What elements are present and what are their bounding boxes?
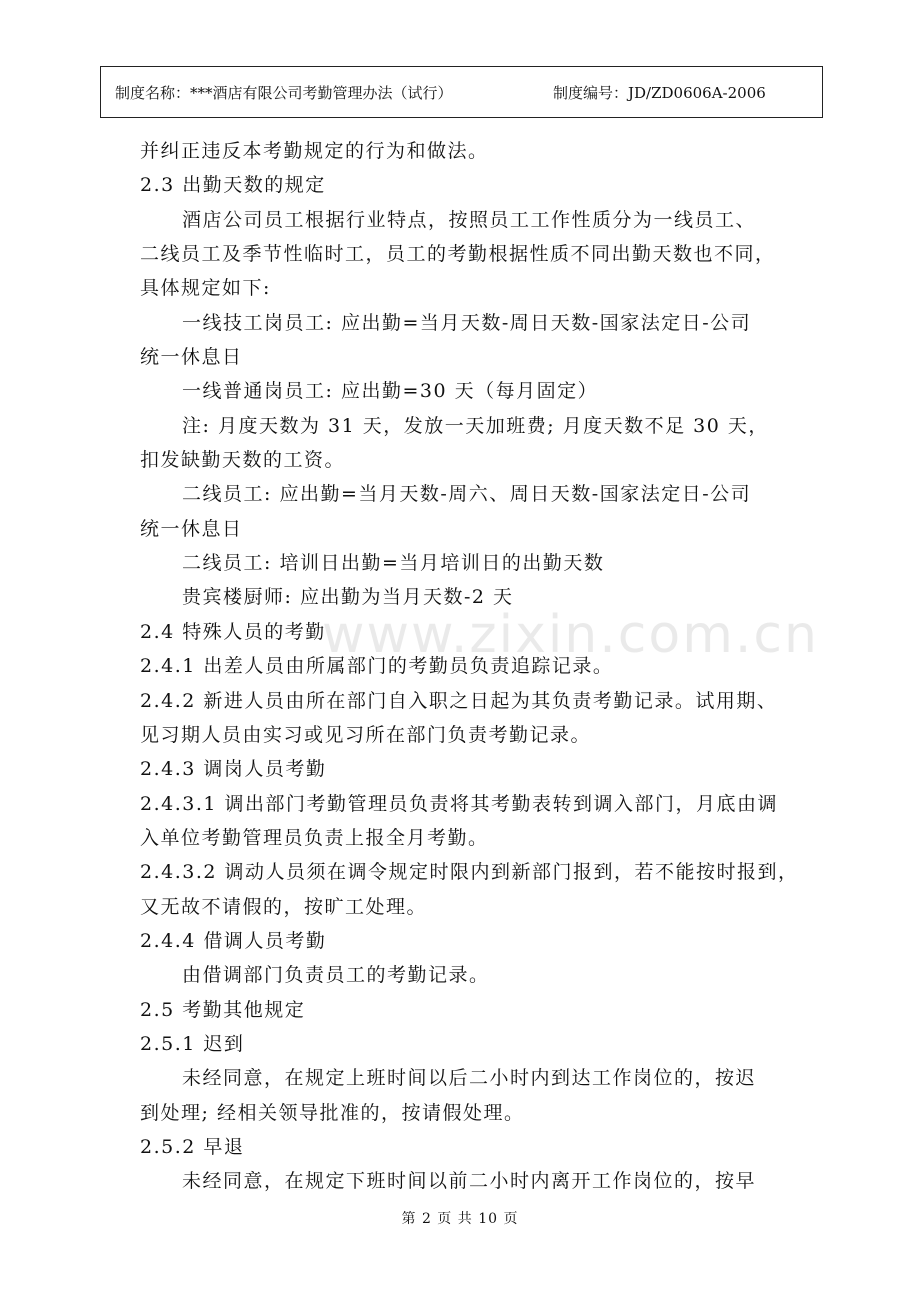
text-line: 2.3 出勤天数的规定 [140, 174, 326, 197]
text-line: 又无故不请假的，按旷工处理。 [140, 895, 428, 918]
text-line: 贵宾楼厨师: 应出勤为当月天数-2 天 [182, 586, 514, 609]
text-line: 入单位考勤管理员负责上报全月考勤。 [140, 826, 489, 849]
page-footer: 第 2 页 共 10 页 [401, 1211, 519, 1227]
text-line: 2.4 特殊人员的考勤 [140, 620, 326, 643]
text-line: 具体规定如下: [140, 277, 271, 300]
text-line: 二线员工: 应出勤=当月天数-周六、周日天数-国家法定日-公司 [182, 483, 752, 506]
text-line: 酒店公司员工根据行业特点，按照员工工作性质分为一线员工、 [182, 208, 757, 231]
text-line: 由借调部门负责员工的考勤记录。 [182, 964, 490, 987]
text-line: 2.4.1 出差人员由所属部门的考勤员负责追踪记录。 [140, 655, 614, 678]
document-body [140, 134, 810, 1199]
watermark: www.zixin.com.cn [322, 605, 819, 665]
text-line: 扣发缺勤天数的工资。 [140, 449, 346, 472]
text-line: 2.4.3.1 调出部门考勤管理员负责将其考勤表转到调入部门，月底由调 [140, 792, 779, 815]
text-line: 注: 月度天数为 31 天，发放一天加班费; 月度天数不足 30 天， [182, 414, 769, 437]
text-line: 未经同意，在规定上班时间以后二小时内到达工作岗位的，按迟 [182, 1067, 757, 1090]
text-line: 二线员工及季节性临时工，员工的考勤根据性质不同出勤天数也不同， [140, 243, 776, 266]
text-line: 未经同意，在规定下班时间以前二小时内离开工作岗位的，按早 [182, 1170, 757, 1193]
text-line: 二线员工: 培训日出勤=当月培训日的出勤天数 [182, 552, 605, 575]
text-line: 2.5.1 迟到 [140, 1032, 245, 1055]
text-line: 2.4.4 借调人员考勤 [140, 929, 327, 952]
text-line: 统一休息日 [140, 517, 243, 540]
text-line: 2.4.3.2 调动人员须在调令规定时限内到新部门报到，若不能按时报到， [140, 861, 799, 884]
text-line: 2.4.2 新进人员由所在部门自入职之日起为其负责考勤记录。试用期、 [140, 689, 778, 712]
text-line: 一线技工岗员工: 应出勤=当月天数-周日天数-国家法定日-公司 [182, 311, 752, 334]
document-header [100, 66, 823, 118]
text-line: 2.5 考勤其他规定 [140, 998, 306, 1021]
text-line: 并纠正违反本考勤规定的行为和做法。 [140, 140, 489, 162]
regulation-code: 制度编号：JD/ZD0606A-2006 [553, 84, 766, 102]
text-line: 2.5.2 早退 [140, 1135, 245, 1158]
regulation-name: 制度名称：***酒店有限公司考勤管理办法（试行） [115, 84, 453, 102]
text-line: 到处理; 经相关领导批准的，按请假处理。 [140, 1101, 525, 1124]
text-line: 2.4.3 调岗人员考勤 [140, 758, 327, 781]
text-line: 一线普通岗员工: 应出勤=30 天（每月固定） [182, 380, 599, 403]
text-line: 统一休息日 [140, 346, 243, 369]
text-line: 见习期人员由实习或见习所在部门负责考勤记录。 [140, 723, 592, 746]
